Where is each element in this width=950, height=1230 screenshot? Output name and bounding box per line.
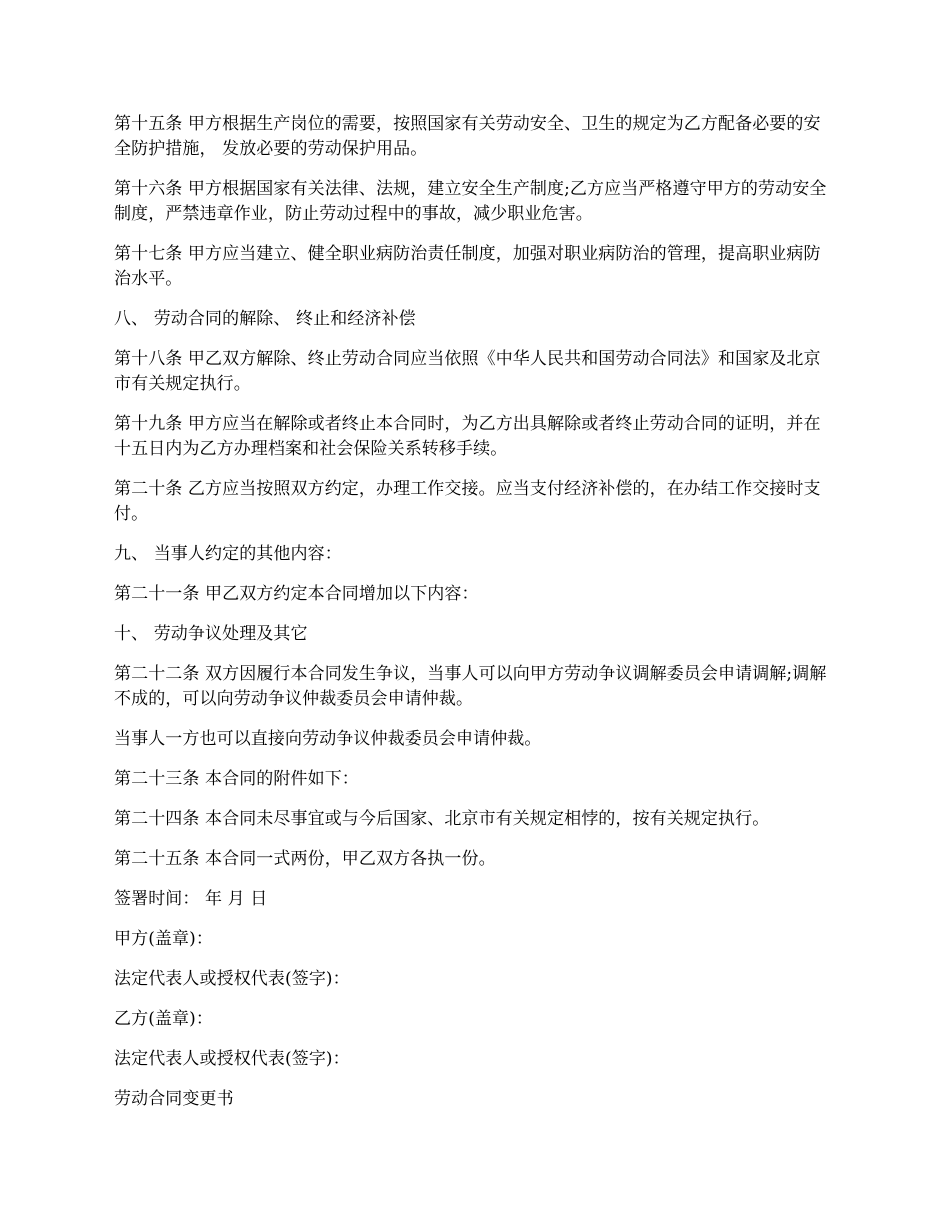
party-a-seal: 甲方(盖章)： [114, 929, 213, 949]
document-body [114, 112, 830, 1127]
section-heading-9: 九、 当事人约定的其他内容： [114, 544, 342, 564]
article-18: 第十八条 甲乙双方解除、终止劳动合同应当依照《中华人民共和国劳动合同法》和国家及北京市有关规定执行。 [114, 349, 821, 394]
article-25: 第二十五条 本合同一式两份，甲乙双方各执一份。 [114, 849, 496, 869]
article-23: 第二十三条 本合同的附件如下： [114, 769, 359, 789]
article-16: 第十六条 甲方根据国家有关法律、法规，建立安全生产制度;乙方应当严格遵守甲方的劳动安全制度，严禁违章作业，防止劳动过程中的事故，减少职业危害。 [114, 179, 827, 224]
party-a-representative: 法定代表人或授权代表(签字)： [114, 969, 350, 989]
party-b-representative: 法定代表人或授权代表(签字)： [114, 1049, 350, 1069]
amendment-title: 劳动合同变更书 [114, 1089, 234, 1109]
section-heading-10: 十、 劳动争议处理及其它 [114, 624, 308, 644]
section-heading-8: 八、 劳动合同的解除、 终止和经济补偿 [114, 309, 416, 329]
article-24: 第二十四条 本合同未尽事宜或与今后国家、北京市有关规定相悖的，按有关规定执行。 [114, 809, 770, 829]
article-20: 第二十条 乙方应当按照双方约定，办理工作交接。应当支付经济补偿的，在办结工作交接时支付。 [114, 479, 821, 524]
article-22: 第二十二条 双方因履行本合同发生争议，当事人可以向甲方劳动争议调解委员会申请调解;调解不成的，可以向劳动争议仲裁委员会申请仲裁。 [114, 664, 827, 709]
party-b-seal: 乙方(盖章)： [114, 1009, 213, 1029]
article-17: 第十七条 甲方应当建立、健全职业病防治责任制度，加强对职业病防治的管理，提高职业病防治水平。 [114, 244, 821, 289]
arbitration-note: 当事人一方也可以直接向劳动争议仲裁委员会申请仲裁。 [114, 729, 542, 749]
article-15: 第十五条 甲方根据生产岗位的需要，按照国家有关劳动安全、卫生的规定为乙方配备必要的安全防护措施， 发放必要的劳动保护用品。 [114, 114, 821, 159]
signing-date: 签署时间： 年 月 日 [114, 889, 268, 909]
article-21: 第二十一条 甲乙双方约定本合同增加以下内容： [114, 584, 479, 604]
article-19: 第十九条 甲方应当在解除或者终止本合同时，为乙方出具解除或者终止劳动合同的证明，并在十五日内为乙方办理档案和社会保险关系转移手续。 [114, 414, 821, 459]
